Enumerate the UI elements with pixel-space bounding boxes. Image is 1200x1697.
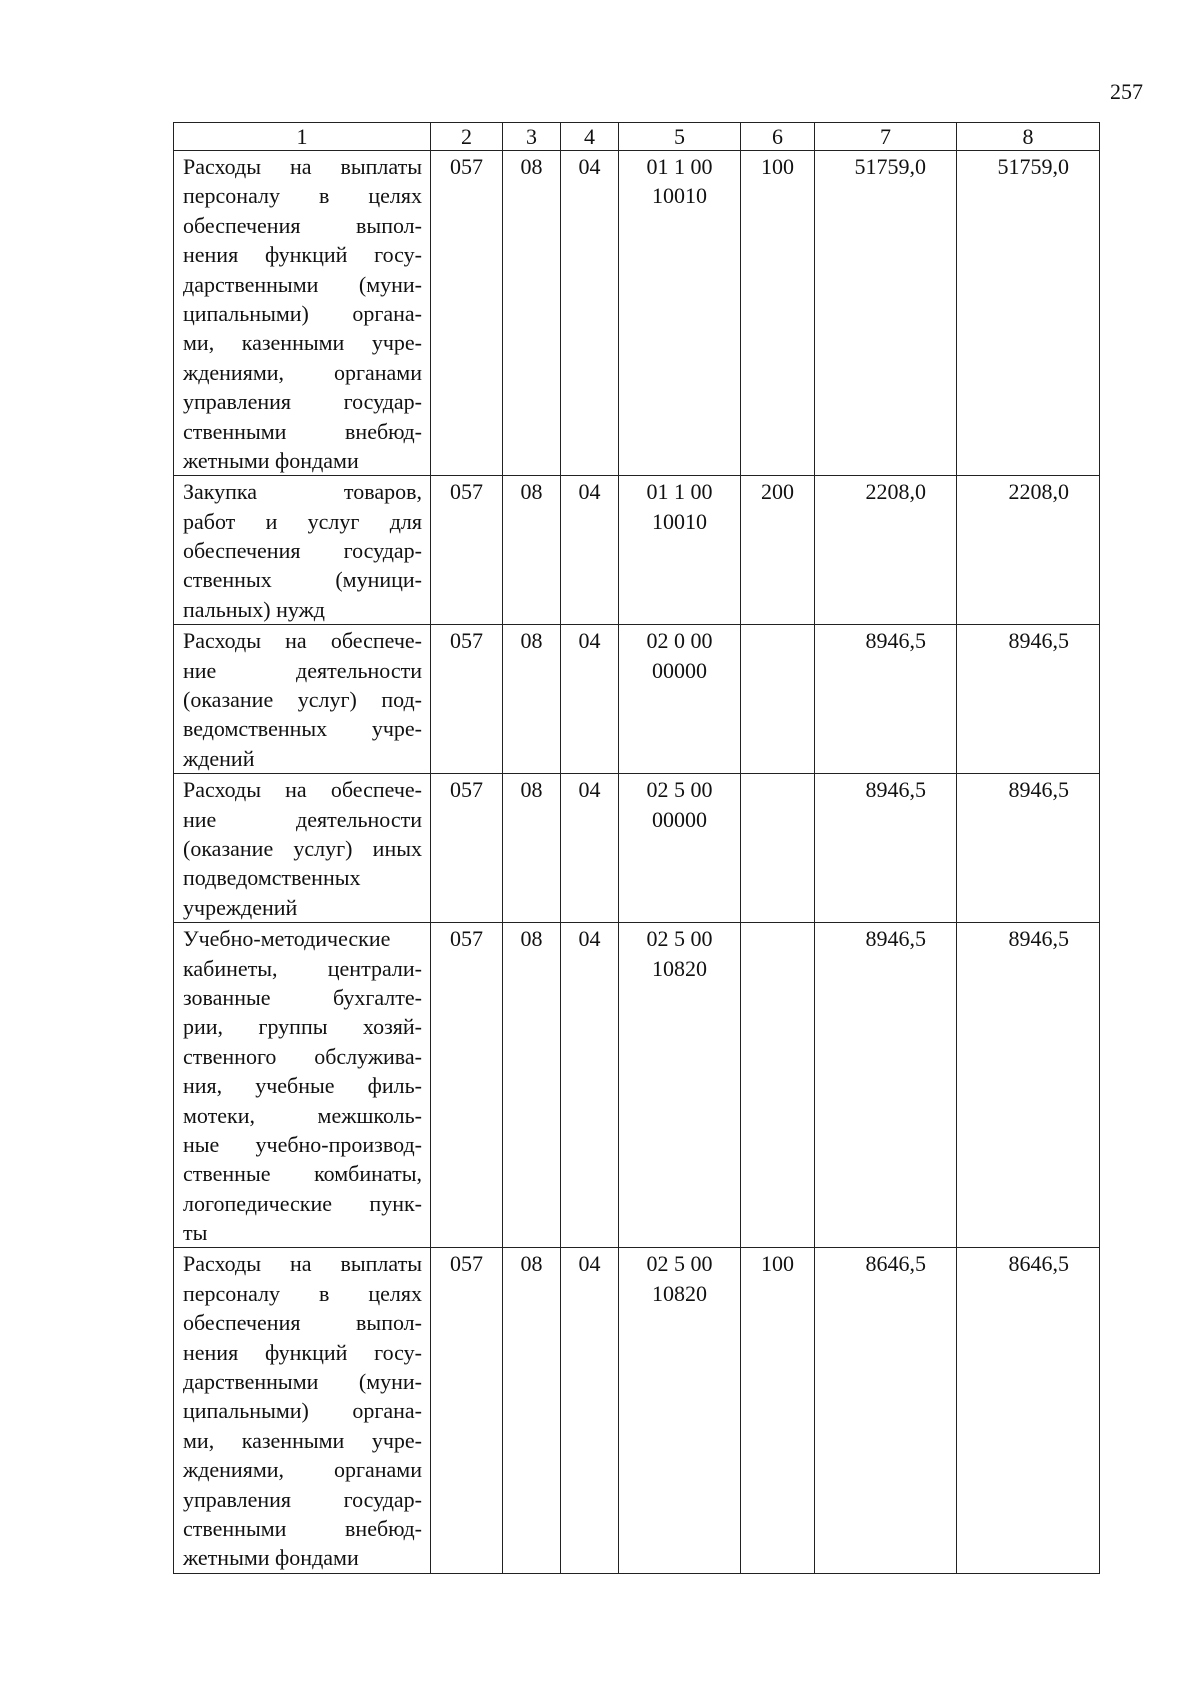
description-line: ственных (муници- xyxy=(183,567,422,593)
description-line: Расходы на обеспече- xyxy=(183,777,422,803)
section-code-cell: 08 xyxy=(503,151,561,476)
description-cell xyxy=(174,774,431,923)
table-row xyxy=(174,151,1100,476)
grbs-code-cell: 057 xyxy=(431,774,503,923)
description-line: обеспечения выпол- xyxy=(183,212,422,238)
grbs-code-cell: 057 xyxy=(431,151,503,476)
amount-cell: 8946,5 xyxy=(957,625,1100,774)
target-article-cell: 01 1 00 10010 xyxy=(619,151,741,476)
description-line: ципальными) органа- xyxy=(183,300,422,326)
section-code-cell: 08 xyxy=(503,923,561,1248)
description-line: подведомственных xyxy=(183,865,361,891)
description-line: нения функций госу- xyxy=(183,1339,422,1365)
description-line: дарственными (муни- xyxy=(183,271,422,297)
description-line: нения функций госу- xyxy=(183,242,422,268)
column-header-4: 4 xyxy=(561,123,619,151)
expense-type-cell xyxy=(741,625,815,774)
description-line: персоналу в целях xyxy=(183,183,422,209)
amount-cell: 8946,5 xyxy=(957,774,1100,923)
description-line: ние деятельности xyxy=(183,657,422,683)
grbs-code-cell: 057 xyxy=(431,923,503,1248)
description-line: кабинеты, централи- xyxy=(183,955,422,981)
description-line: ты xyxy=(183,1220,208,1246)
column-header-2: 2 xyxy=(431,123,503,151)
description-line: Расходы на выплаты xyxy=(183,1251,422,1277)
description-cell xyxy=(174,923,431,1248)
column-header-6: 6 xyxy=(741,123,815,151)
description-line: ми, казенными учре- xyxy=(183,1427,422,1453)
budget-table xyxy=(173,122,1100,1574)
description-line: Учебно-методические xyxy=(183,926,391,952)
amount-cell: 8946,5 xyxy=(957,923,1100,1248)
description-line: обеспечения выпол- xyxy=(183,1310,422,1336)
description-line: Расходы на выплаты xyxy=(183,154,422,179)
description-line: ждениями, органами xyxy=(183,1457,422,1483)
description-line: персоналу в целях xyxy=(183,1280,422,1306)
table-row xyxy=(174,1248,1100,1573)
description-cell xyxy=(174,625,431,774)
description-line: дарственными (муни- xyxy=(183,1369,422,1395)
description-line: ные учебно-производ- xyxy=(183,1131,422,1157)
description-line: пальных) нужд xyxy=(183,596,326,622)
section-code-cell: 08 xyxy=(503,774,561,923)
description-line: (оказание услуг) под- xyxy=(183,687,422,713)
table-header xyxy=(174,123,1100,151)
description-line: ственные комбинаты, xyxy=(183,1161,422,1187)
description-line: ципальными) органа- xyxy=(183,1398,422,1424)
description-line: ственными внебюд- xyxy=(183,418,422,444)
table-row xyxy=(174,476,1100,625)
amount-cell: 8946,5 xyxy=(815,923,957,1248)
column-header-7: 7 xyxy=(815,123,957,151)
description-line: ждений xyxy=(183,745,255,771)
description-line: управления государ- xyxy=(183,1486,422,1512)
page-number: 257 xyxy=(1110,79,1143,104)
description-line: ждениями, органами xyxy=(183,359,422,385)
description-cell xyxy=(174,476,431,625)
amount-cell: 2208,0 xyxy=(815,476,957,625)
description-cell xyxy=(174,151,431,476)
subsection-code-cell: 04 xyxy=(561,625,619,774)
grbs-code-cell: 057 xyxy=(431,625,503,774)
description-line: ственными внебюд- xyxy=(183,1515,422,1541)
table-row xyxy=(174,774,1100,923)
amount-cell: 8646,5 xyxy=(957,1248,1100,1573)
description-line: жетными фондами xyxy=(183,1545,359,1571)
description-line: учреждений xyxy=(183,894,298,920)
table-row xyxy=(174,923,1100,1248)
target-article-cell: 02 5 00 10820 xyxy=(619,1248,741,1573)
subsection-code-cell: 04 xyxy=(561,774,619,923)
grbs-code-cell: 057 xyxy=(431,1248,503,1573)
table-row xyxy=(174,625,1100,774)
expense-type-cell xyxy=(741,774,815,923)
description-line: ния, учебные филь- xyxy=(183,1073,422,1099)
description-cell xyxy=(174,1248,431,1573)
description-line: рии, группы хозяй- xyxy=(183,1014,422,1040)
subsection-code-cell: 04 xyxy=(561,923,619,1248)
expense-type-cell: 100 xyxy=(741,151,815,476)
description-line: управления государ- xyxy=(183,389,422,415)
description-line: ми, казенными учре- xyxy=(183,330,422,356)
section-code-cell: 08 xyxy=(503,476,561,625)
section-code-cell: 08 xyxy=(503,1248,561,1573)
description-line: ведомственных учре- xyxy=(183,716,422,742)
header-row xyxy=(174,123,1100,151)
amount-cell: 2208,0 xyxy=(957,476,1100,625)
description-line: обеспечения государ- xyxy=(183,538,422,564)
column-header-5: 5 xyxy=(619,123,741,151)
expense-type-cell: 100 xyxy=(741,1248,815,1573)
amount-cell: 51759,0 xyxy=(957,151,1100,476)
amount-cell: 8646,5 xyxy=(815,1248,957,1573)
target-article-cell: 02 5 00 10820 xyxy=(619,923,741,1248)
table-body xyxy=(174,151,1100,1574)
target-article-cell: 02 5 00 00000 xyxy=(619,774,741,923)
column-header-8: 8 xyxy=(957,123,1100,151)
amount-cell: 8946,5 xyxy=(815,774,957,923)
description-line: ние деятельности xyxy=(183,806,422,832)
subsection-code-cell: 04 xyxy=(561,151,619,476)
expense-type-cell xyxy=(741,923,815,1248)
expense-type-cell: 200 xyxy=(741,476,815,625)
target-article-cell: 02 0 00 00000 xyxy=(619,625,741,774)
description-line: (оказание услуг) иных xyxy=(183,835,422,861)
grbs-code-cell: 057 xyxy=(431,476,503,625)
amount-cell: 51759,0 xyxy=(815,151,957,476)
description-line: мотеки, межшколь- xyxy=(183,1102,422,1128)
target-article-cell: 01 1 00 10010 xyxy=(619,476,741,625)
description-line: Закупка товаров, xyxy=(183,479,422,505)
column-header-1: 1 xyxy=(174,123,431,151)
description-line: Расходы на обеспече- xyxy=(183,628,422,654)
description-line: жетными фондами xyxy=(183,447,359,473)
description-line: работ и услуг для xyxy=(183,508,422,534)
subsection-code-cell: 04 xyxy=(561,1248,619,1573)
description-line: ственного обслужива- xyxy=(183,1043,422,1069)
subsection-code-cell: 04 xyxy=(561,476,619,625)
description-line: зованные бухгалте- xyxy=(183,984,422,1010)
amount-cell: 8946,5 xyxy=(815,625,957,774)
description-line: логопедические пунк- xyxy=(183,1190,422,1216)
column-header-3: 3 xyxy=(503,123,561,151)
section-code-cell: 08 xyxy=(503,625,561,774)
